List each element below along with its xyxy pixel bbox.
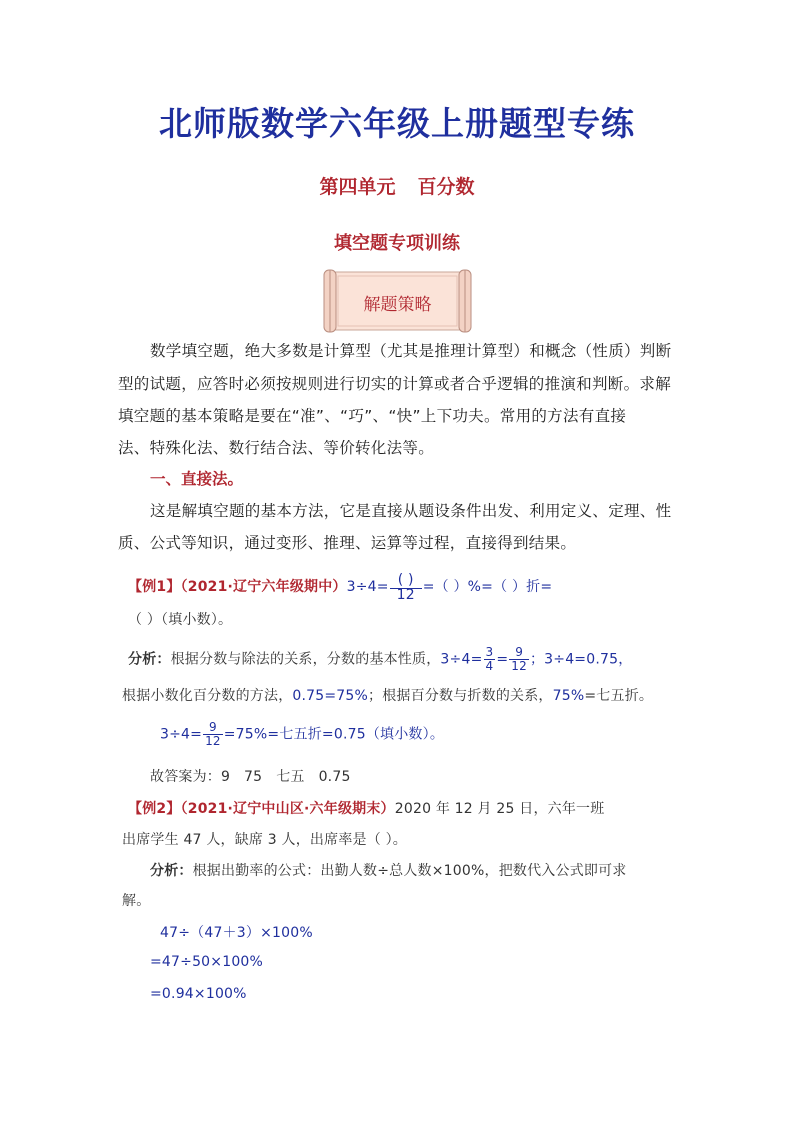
intro-line-2: 型的试题，应答时必须按规则进行切实的计算或者合乎逻辑的推演和判断。求解 — [118, 375, 672, 393]
example2-analysis-line1 — [150, 860, 627, 880]
page-title: 北师版数学六年级上册题型专练 — [159, 104, 635, 143]
fraction-numerator: 9 — [509, 646, 529, 660]
intro-line-4: 法、特殊化法、数行结合法、等价转化法等。 — [118, 439, 435, 457]
analysis-expr: 3÷4= — [160, 726, 203, 743]
example1-source: （2021·辽宁六年级期中） — [180, 579, 347, 595]
example1-question-line2: （ ）（填小数）。 — [128, 612, 233, 628]
intro-line-3: 填空题的基本策略是要在“准”、“巧”、“快”上下功夫。常用的方法有直接 — [118, 407, 627, 425]
fraction-3-4 — [484, 646, 496, 673]
analysis-label: 分析： — [150, 863, 193, 879]
analysis-expr: 3÷4= — [440, 651, 483, 668]
section-subtitle: 填空题专项训练 — [334, 233, 460, 254]
example1-analysis-line3 — [160, 721, 444, 748]
analysis-text: ；根据百分数与折数的关系， — [368, 688, 553, 704]
example1-answer: 故答案为：9 75 七五 0.75 — [150, 769, 351, 785]
example2-tag: 【例2】 — [128, 801, 181, 817]
fraction-denominator: 12 — [511, 659, 527, 673]
fraction-denominator: 12 — [396, 587, 415, 603]
section1-line-2: 质、公式等知识，通过变形、推理、运算等过程，直接得到结果。 — [118, 534, 577, 552]
example2-analysis-line2: 解。 — [122, 893, 151, 909]
example2-step-3: =0.94×100% — [150, 986, 247, 1002]
unit-name: 百分数 — [417, 176, 475, 198]
fraction-denominator: 12 — [205, 734, 221, 748]
example1-tag: 【例1】 — [128, 579, 181, 595]
section-heading-direct-method: 一、直接法。 — [150, 470, 244, 488]
analysis-text: 根据小数化百分数的方法， — [122, 688, 293, 704]
example2-question-line2: 出席学生 47 人，缺席 3 人，出席率是（ ）。 — [122, 832, 407, 848]
analysis-expr: 75% — [552, 688, 585, 704]
analysis-expr: =75%=七五折=0.75（填小数）。 — [223, 726, 445, 743]
analysis-text: 根据出勤率的公式：出勤人数÷总人数×100%，把数代入公式即可求 — [192, 863, 627, 879]
analysis-label: 分析： — [128, 651, 171, 668]
intro-line-1: 数学填空题，绝大多数是计算型（尤其是推理计算型）和概念（性质）判断 — [150, 342, 672, 360]
fraction-numerator: 9 — [203, 721, 223, 735]
unit-label: 第四单元 — [319, 176, 396, 198]
equals-sign: = — [496, 651, 509, 668]
fraction-denominator: 4 — [485, 659, 494, 673]
scroll-label: 解题策略 — [363, 295, 432, 315]
analysis-text: =七五折。 — [584, 688, 654, 704]
example2-question — [128, 798, 604, 818]
fraction-9-12 — [203, 721, 223, 748]
example1-expr-b: =（ ）%=（ ）折= — [422, 579, 553, 595]
example1-expr-a: 3÷4= — [346, 579, 389, 595]
fraction-numerator: ( ) — [390, 572, 422, 589]
example1-fraction — [390, 572, 422, 602]
example1-analysis-line2 — [122, 685, 653, 705]
example2-text: 2020 年 12 月 25 日，六年一班 — [394, 801, 605, 817]
analysis-text: 根据分数与除法的关系，分数的基本性质， — [170, 651, 441, 668]
analysis-tail: ；3÷4=0.75， — [529, 651, 633, 668]
example1-question — [128, 570, 552, 604]
example2-source: （2021·辽宁中山区·六年级期末） — [180, 801, 395, 817]
example2-step-1: 47÷（47＋3）×100% — [160, 925, 313, 941]
example2-step-2: =47÷50×100% — [150, 954, 264, 970]
section1-line-1: 这是解填空题的基本方法，它是直接从题设条件出发、利用定义、定理、性 — [150, 502, 672, 520]
unit-heading — [0, 172, 794, 199]
example1-analysis-line1 — [128, 646, 632, 673]
analysis-expr: 0.75=75% — [292, 688, 369, 704]
fraction-numerator: 3 — [485, 645, 494, 659]
fraction-9-12 — [509, 646, 529, 673]
